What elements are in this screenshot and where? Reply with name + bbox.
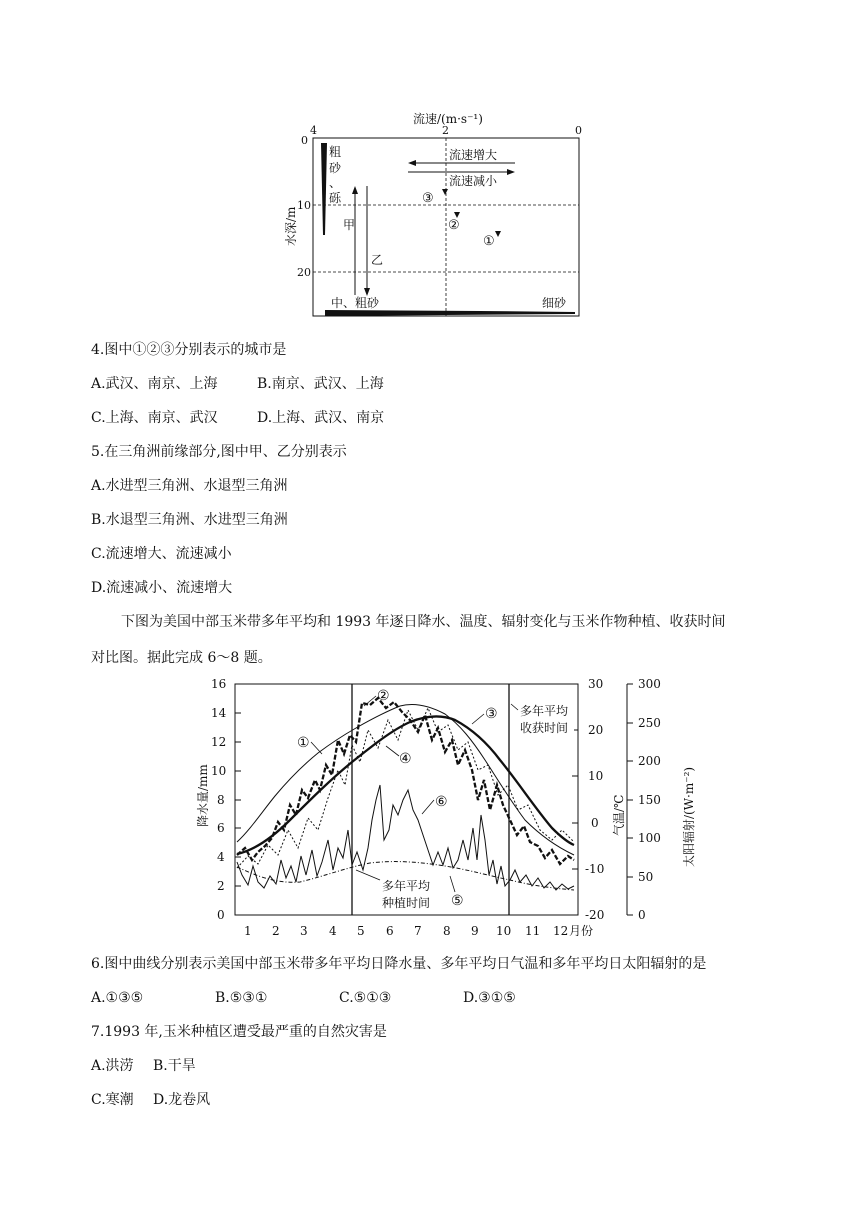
- month-10: 10: [496, 924, 512, 938]
- increase-label: 流速增大: [449, 148, 498, 162]
- right-tick-0: 0: [638, 908, 646, 922]
- figure1-x-tick-2: 2: [442, 124, 449, 137]
- month-5: 5: [357, 924, 365, 938]
- yi-arrow-head: [364, 288, 370, 296]
- q7-option-d: D.龙卷风: [153, 1092, 211, 1108]
- figure-flow-depth: [0, 0, 868, 330]
- curve-label-6-leader: [422, 800, 434, 814]
- right-tick-200: 200: [638, 754, 661, 768]
- coarse-label-4: 砾: [329, 191, 342, 205]
- q7-option-b: B.干旱: [153, 1058, 196, 1074]
- left-tick-8: 8: [217, 793, 225, 807]
- decrease-arrow-head: [507, 169, 515, 175]
- curve-label-5-leader: [450, 876, 455, 892]
- mid-axis-label: 气温/℃: [612, 794, 626, 836]
- bottom-right-label: 细砂: [542, 296, 567, 310]
- month-11: 11: [525, 924, 541, 938]
- q5-option-d: D.流速减小、流速增大: [91, 580, 233, 596]
- q7-option-c: C.寒潮: [91, 1092, 134, 1108]
- month-2: 2: [272, 924, 280, 938]
- q7-stem: 7.1993 年,玉米种植区遭受最严重的自然灾害是: [91, 1024, 387, 1040]
- q4-option-d: D.上海、武汉、南京: [257, 410, 385, 426]
- q4-stem: 4.图中①②③分别表示的城市是: [91, 342, 287, 358]
- left-ticks: [235, 684, 241, 915]
- curve-label-4: ④: [399, 751, 412, 767]
- coarse-sand-bar: [321, 143, 327, 235]
- month-4: 4: [329, 924, 337, 938]
- left-tick-2: 2: [217, 879, 225, 893]
- curve-label-2: ②: [377, 688, 390, 704]
- mid-tick-m20: -20: [585, 908, 605, 922]
- figure1-x-tick-0: 0: [575, 124, 582, 137]
- month-1: 1: [244, 924, 252, 938]
- figure1-x-tick-4: 4: [310, 124, 317, 137]
- q5-option-b: B.水退型三角洲、水进型三角洲: [91, 512, 288, 528]
- planting-label-leader: [356, 870, 380, 880]
- jia-arrow-head: [352, 186, 358, 194]
- month-6: 6: [386, 924, 394, 938]
- month-8: 8: [443, 924, 451, 938]
- q7-options-cd: [91, 1091, 210, 1109]
- left-tick-12: 12: [211, 735, 227, 749]
- q6-option-b: B.⑤③①: [215, 990, 268, 1006]
- decrease-label: 流速减小: [449, 174, 498, 188]
- coarse-label-3: 、: [329, 176, 342, 190]
- bottom-left-label: 中、粗砂: [331, 296, 380, 310]
- increase-arrow-head: [408, 160, 416, 166]
- month-7: 7: [414, 924, 422, 938]
- planting-label-1: 多年平均: [382, 879, 431, 893]
- right-tick-300: 300: [638, 677, 661, 691]
- mid-tick-20: 20: [588, 723, 604, 737]
- q7-option-a: A.洪涝: [91, 1058, 134, 1074]
- planting-label-2: 种植时间: [382, 896, 431, 910]
- q4-option-b: B.南京、武汉、上海: [257, 376, 384, 392]
- intro-line-1: 下图为美国中部玉米带多年平均和 1993 年逐日降水、温度、辐射变化与玉米作物种植、收获时间: [121, 614, 726, 630]
- jia-label: 甲: [343, 218, 356, 232]
- curve-label-4-leader: [386, 746, 399, 756]
- month-9: 9: [471, 924, 479, 938]
- coarse-label-2: 砂: [329, 161, 342, 175]
- curve-label-5: ⑤: [451, 893, 464, 909]
- q6-option-c: C.⑤①③: [339, 990, 392, 1006]
- marker-1: ①: [483, 234, 495, 249]
- month-3: 3: [300, 924, 308, 938]
- right-axis-label: 太阳辐射/(W·m⁻²): [682, 766, 696, 867]
- curve-label-1-leader: [311, 742, 322, 754]
- q4-options-ab: [91, 375, 384, 393]
- figure1-y-tick-10: 10: [297, 199, 311, 212]
- left-tick-16: 16: [211, 677, 227, 691]
- q6-stem: 6.图中曲线分别表示美国中部玉米带多年平均日降水量、多年平均日气温和多年平均日太阳辐射的是: [91, 956, 707, 972]
- q5-option-a: A.水进型三角洲、水退型三角洲: [91, 478, 288, 494]
- figure1-y-tick-20: 20: [297, 266, 311, 279]
- q6-option-d: D.③①⑤: [463, 990, 516, 1006]
- bottom-sediment-wedge: [325, 310, 575, 316]
- mid-tick-10: 10: [588, 769, 604, 783]
- left-tick-10: 10: [211, 764, 227, 778]
- left-tick-4: 4: [217, 850, 225, 864]
- marker-3-triangle: [442, 189, 448, 195]
- q5-stem: 5.在三角洲前缘部分,图中甲、乙分别表示: [91, 444, 347, 460]
- harvest-label-2: 收获时间: [520, 721, 569, 735]
- mid-tick-30: 30: [588, 677, 604, 691]
- left-tick-0: 0: [217, 908, 225, 922]
- left-tick-14: 14: [211, 706, 227, 720]
- curve-label-3-leader: [472, 714, 484, 724]
- intro-line-2: 对比图。据此完成 6～8 题。: [91, 650, 272, 666]
- q7-options-ab: [91, 1057, 196, 1075]
- marker-3: ③: [422, 191, 434, 206]
- q6-options: [91, 989, 516, 1007]
- harvest-label-1: 多年平均: [520, 704, 569, 718]
- q4-options-cd: [91, 409, 384, 427]
- left-tick-6: 6: [217, 821, 225, 835]
- right-tick-150: 150: [638, 793, 661, 807]
- curve-label-3: ③: [485, 706, 498, 722]
- q6-option-a: A.①③⑤: [91, 990, 144, 1006]
- left-axis-label: 降水量/mm: [196, 764, 210, 827]
- curve-label-1: ①: [297, 735, 310, 751]
- figure1-x-title: 流速/(m·s⁻¹): [413, 112, 483, 126]
- q4-option-a: A.武汉、南京、上海: [91, 376, 218, 392]
- q5-option-c: C.流速增大、流速减小: [91, 546, 232, 562]
- right-tick-100: 100: [638, 831, 661, 845]
- curve-6: [237, 785, 574, 890]
- month-unit: 月份: [569, 924, 594, 938]
- right-tick-250: 250: [638, 716, 661, 730]
- q4-option-c: C.上海、南京、武汉: [91, 410, 218, 426]
- coarse-label-1: 粗: [329, 145, 342, 159]
- right-tick-50: 50: [638, 870, 654, 884]
- marker-2: ②: [448, 218, 460, 233]
- curve-3: [237, 716, 574, 854]
- figure1-y-tick-0: 0: [301, 134, 308, 147]
- mid-tick-0: 0: [591, 816, 599, 830]
- marker-1-triangle: [495, 231, 501, 237]
- mid-tick-m10: -10: [585, 862, 605, 876]
- curve-label-6: ⑥: [435, 794, 448, 810]
- yi-label: 乙: [371, 253, 384, 267]
- right-ticks: [627, 684, 633, 915]
- figure1-y-title: 水深/m: [284, 206, 298, 246]
- figure-corn-belt: [0, 670, 868, 940]
- month-12: 12: [553, 924, 569, 938]
